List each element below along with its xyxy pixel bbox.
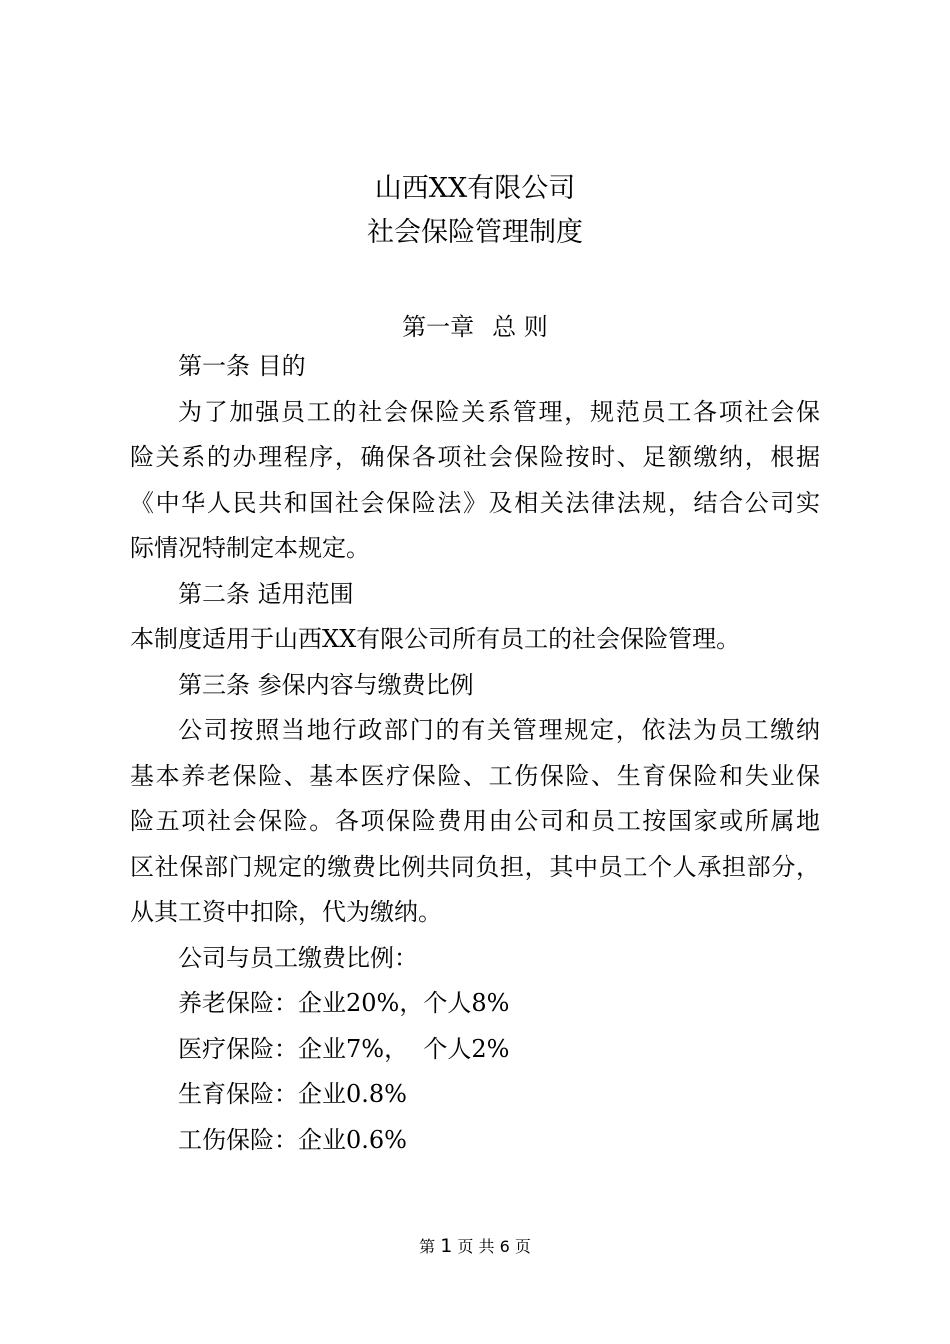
paragraph-line: 际情况特制定本规定。	[130, 534, 370, 562]
paragraph-line: 从其工资中扣除，代为缴纳。	[130, 898, 442, 926]
footer-suffix: 页	[514, 1237, 531, 1256]
paragraph-line: 本制度适用于山西XX有限公司所有员工的社会保险管理。	[130, 625, 741, 653]
chapter-title: 总 则	[492, 313, 548, 341]
paragraph-line: 险关系的办理程序，确保各项社会保险按时、足额缴纳，根据	[130, 443, 820, 471]
paragraph-line: 《中华人民共和国社会保险法》及相关法律法规，结合公司实	[130, 488, 820, 517]
paragraph-line: 险五项社会保险。各项保险费用由公司和员工按国家或所属地	[130, 807, 820, 835]
paragraph-line: 为了加强员工的社会保险关系管理，规范员工各项社会保	[178, 397, 820, 426]
paragraph-line: 基本养老保险、基本医疗保险、工伤保险、生育保险和失业保	[130, 761, 820, 790]
chapter-number: 第一章	[402, 313, 475, 341]
total-pages: 6	[499, 1237, 510, 1256]
ratio-item: 养老保险：企业20%，个人8%	[178, 989, 510, 1017]
company-name: 山西XX有限公司	[374, 173, 576, 204]
footer-prefix: 第	[419, 1237, 436, 1256]
article-heading: 第一条 目的	[178, 352, 306, 380]
document-body	[130, 344, 820, 1163]
paragraph-line: 区社保部门规定的缴费比例共同负担，其中员工个人承担部分，	[130, 852, 820, 881]
ratio-heading: 公司与员工缴费比例：	[178, 943, 418, 972]
page-footer	[0, 1234, 950, 1257]
ratio-item: 工伤保险：企业0.6%	[178, 1125, 407, 1154]
paragraph-line: 公司按照当地行政部门的有关管理规定，依法为员工缴纳	[178, 716, 820, 744]
ratio-item: 生育保险：企业0.8%	[178, 1080, 407, 1108]
article-heading: 第三条 参保内容与缴费比例	[178, 670, 474, 699]
page-number: 1	[440, 1235, 453, 1257]
ratio-item: 医疗保险：企业7%， 个人2%	[178, 1034, 510, 1063]
footer-middle: 页 共	[457, 1237, 495, 1256]
article-heading: 第二条 适用范围	[178, 579, 354, 608]
document-title: 社会保险管理制度	[367, 217, 583, 248]
chapter-heading	[0, 307, 950, 342]
